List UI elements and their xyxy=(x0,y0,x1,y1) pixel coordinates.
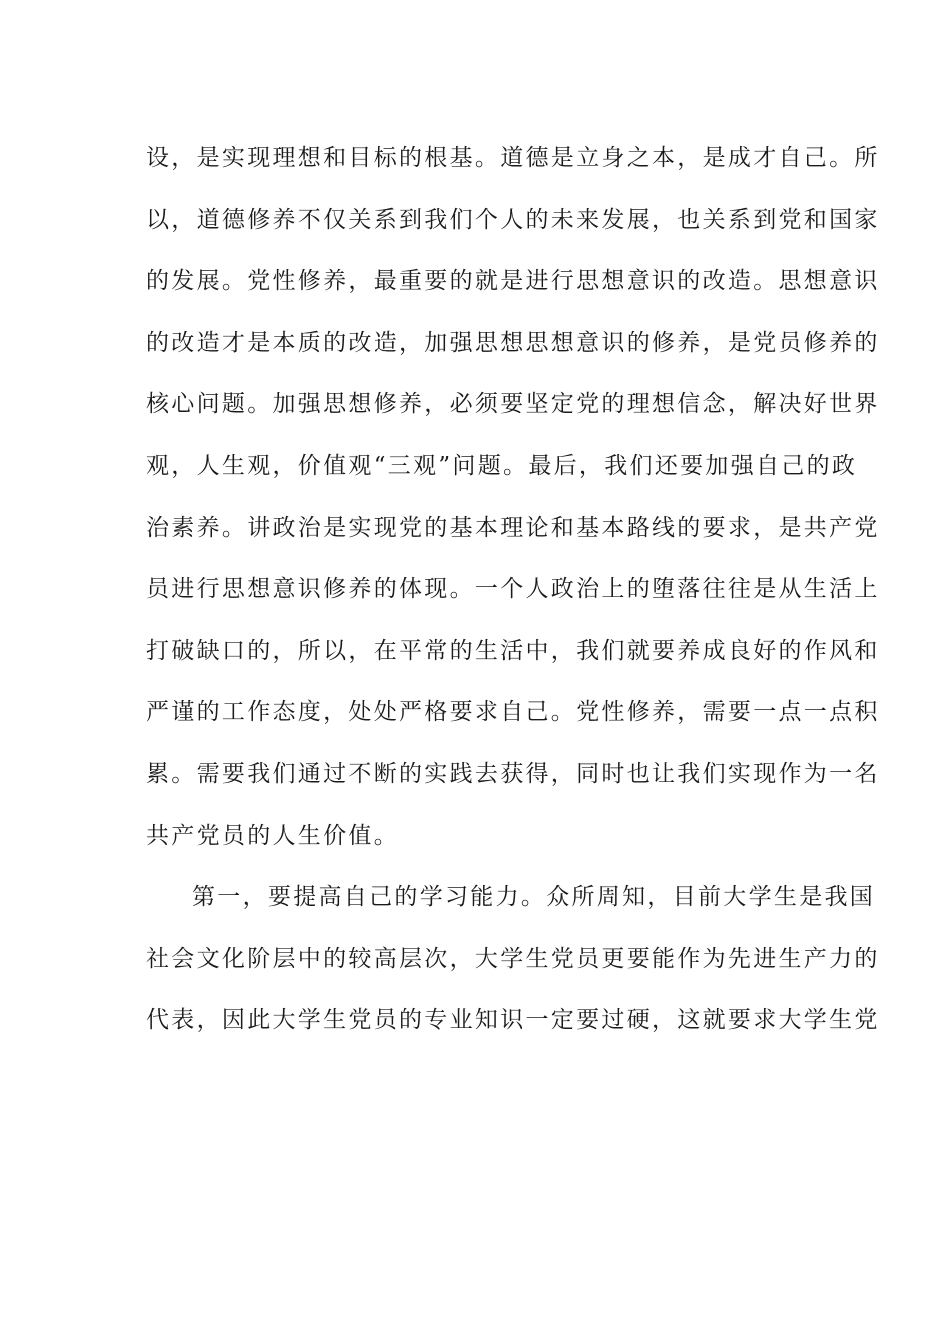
text-line: 累。需要我们通过不断的实践去获得，同时也让我们实现作为一名 xyxy=(146,760,880,787)
text-line: 社会文化阶层中的较高层次，大学生党员更要能作为先进生产力的 xyxy=(146,945,880,972)
text-line: 共产党员的人生价值。 xyxy=(146,822,399,849)
text-line: 严谨的工作态度，处处严格要求自己。党性修养，需要一点一点积 xyxy=(146,699,880,726)
text-line: 打破缺口的，所以，在平常的生活中，我们就要养成良好的作风和 xyxy=(146,637,880,664)
text-line: 设，是实现理想和目标的根基。道德是立身之本，是成才自己。所 xyxy=(146,145,880,171)
text-line: 代表，因此大学生党员的专业知识一定要过硬，这就要求大学生党 xyxy=(146,1007,880,1034)
text-line: 员进行思想意识修养的体现。一个人政治上的堕落往往是从生活上 xyxy=(146,576,880,603)
text-line: 治素养。讲政治是实现党的基本理论和基本路线的要求，是共产党 xyxy=(146,514,880,541)
text-line: 以，道德修养不仅关系到我们个人的未来发展，也关系到党和国家 xyxy=(146,206,880,233)
body-text xyxy=(146,128,880,1052)
paragraph-first-line: 第一，要提高自己的学习能力。众所周知，目前大学生是我国 xyxy=(192,884,876,911)
text-line: 的改造才是本质的改造，加强思想思想意识的修养，是党员修养的 xyxy=(146,329,880,356)
text-line: 核心问题。加强思想修养，必须要坚定党的理想信念，解决好世界 xyxy=(146,391,880,418)
text-line: 观，人生观，价值观“三观”问题。最后，我们还要加强自己的政 xyxy=(146,452,858,479)
text-line: 的发展。党性修养，最重要的就是进行思想意识的改造。思想意识 xyxy=(146,268,880,295)
